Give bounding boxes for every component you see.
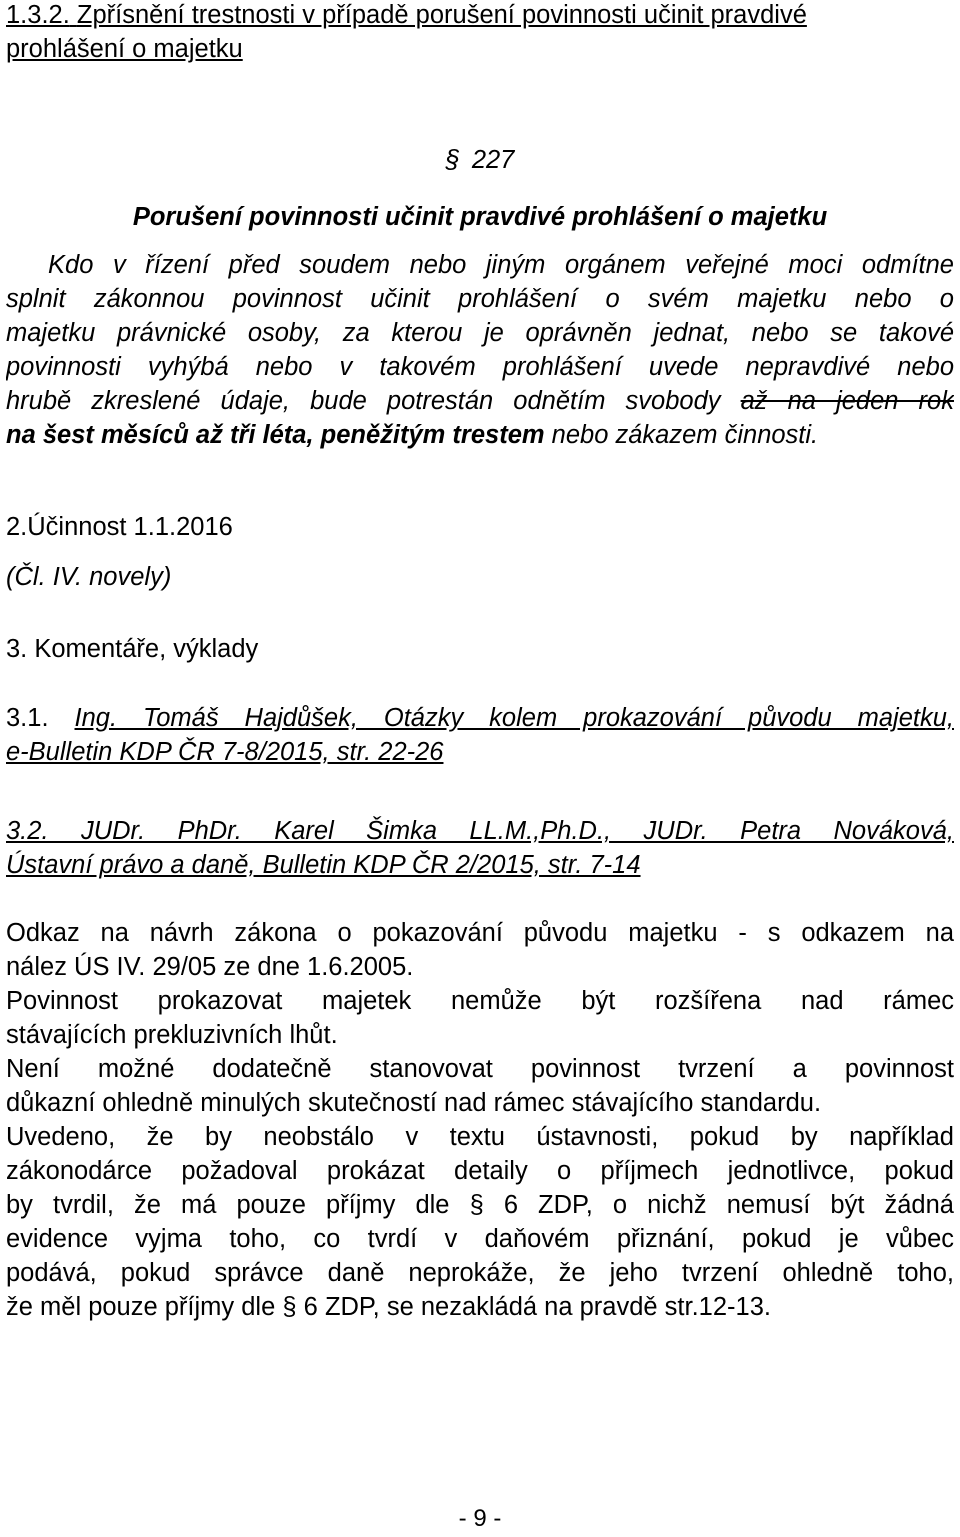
law-line: Kdo v řízení před soudem nebo jiným orgánem veřejné moci odmítne — [48, 251, 954, 279]
body-line: zákonodárce požadoval prokázat detaily o příjmech jednotlivce, pokud — [6, 1157, 954, 1185]
reference-1-line-2: e-Bulletin KDP ČR 7-8/2015, str. 22-26 — [6, 738, 444, 766]
section-sign-icon: § — [282, 1293, 297, 1321]
body-line-with-section — [6, 1292, 771, 1322]
body-line: nález ÚS IV. 29/05 ze dne 1.6.2005. — [6, 953, 414, 981]
reference-2-line-2: Ústavní právo a daně, Bulletin KDP ČR 2/2015, str. 7-14 — [6, 851, 641, 879]
page-number: - 9 - — [458, 1505, 502, 1532]
law-line-with-strike — [6, 386, 954, 416]
body-line: Uvedeno, že by neobstálo v textu ústavnosti, pokud by například — [6, 1123, 954, 1151]
reference-1-line-1 — [6, 703, 954, 733]
law-line: hrubě zkreslené údaje, bude potrestán odnětím svobody — [6, 387, 721, 415]
law-tail-text: nebo zákazem činnosti. — [551, 421, 819, 449]
comments-heading: 3. Komentáře, výklady — [6, 635, 259, 663]
body-line: důkazní ohledně minulých skutečností nad rámec stávajícího standardu. — [6, 1089, 822, 1117]
paragraph-number-value: 227 — [471, 146, 515, 174]
section-heading-title: Zpřísnění trestnosti v případě porušení povinnosti učinit pravdivé — [76, 1, 807, 29]
body-line-part: by tvrdil, že má pouze příjmy dle — [6, 1191, 450, 1219]
section-heading-line-1 — [6, 0, 807, 30]
body-line-part: 6 ZDP, o nichž nemusí být žádná — [503, 1191, 954, 1219]
section-heading-number: 1.3.2. — [6, 1, 70, 29]
effect-note: (Čl. IV. novely) — [6, 563, 172, 591]
paragraph-number — [0, 145, 960, 175]
body-line-part: 6 ZDP, se nezakládá na pravdě str.12-13. — [303, 1293, 771, 1321]
body-line: podává, pokud správce daně neprokáže, že jeho tvrzení ohledně toho, — [6, 1259, 954, 1287]
effect-date: 2.Účinnost 1.1.2016 — [6, 513, 233, 541]
body-line: Není možné dodatečně stanovovat povinnost tvrzení a povinnost — [6, 1055, 954, 1083]
section-heading-line-2: prohlášení o majetku — [6, 35, 243, 63]
law-line-amended — [6, 420, 818, 450]
body-line: Povinnost prokazovat majetek nemůže být rozšířena nad rámec — [6, 987, 954, 1015]
body-line-with-section — [6, 1190, 954, 1220]
struck-text: až na jeden rok — [740, 387, 954, 415]
reference-1-text: Ing. Tomáš Hajdůšek, Otázky kolem prokazování původu majetku, — [74, 704, 954, 732]
amended-text: na šest měsíců až tři léta, peněžitým trestem — [6, 421, 545, 449]
law-line: splnit zákonnou povinnost učinit prohlášení o svém majetku nebo o — [6, 285, 954, 313]
body-line: stávajících prekluzivních lhůt. — [6, 1021, 338, 1049]
section-sign-icon: § — [469, 1191, 484, 1219]
section-sign-icon: § — [445, 146, 460, 174]
reference-2-line-1: 3.2. JUDr. PhDr. Karel Šimka LL.M.,Ph.D., JUDr. Petra Nováková, — [6, 817, 954, 845]
body-line-part: že měl pouze příjmy dle — [6, 1293, 276, 1321]
law-line: majetku právnické osoby, za kterou je oprávněn jednat, nebo se takové — [6, 319, 954, 347]
law-line: povinnosti vyhýbá nebo v takovém prohlášení uvede nepravdivé nebo — [6, 353, 954, 381]
body-line: evidence vyjma toho, co tvrdí v daňovém přiznání, pokud je vůbec — [6, 1225, 954, 1253]
body-line: Odkaz na návrh zákona o pokazování původu majetku - s odkazem na — [6, 919, 954, 947]
law-title: Porušení povinnosti učinit pravdivé prohlášení o majetku — [132, 203, 828, 231]
reference-1-number: 3.1. — [6, 704, 49, 732]
